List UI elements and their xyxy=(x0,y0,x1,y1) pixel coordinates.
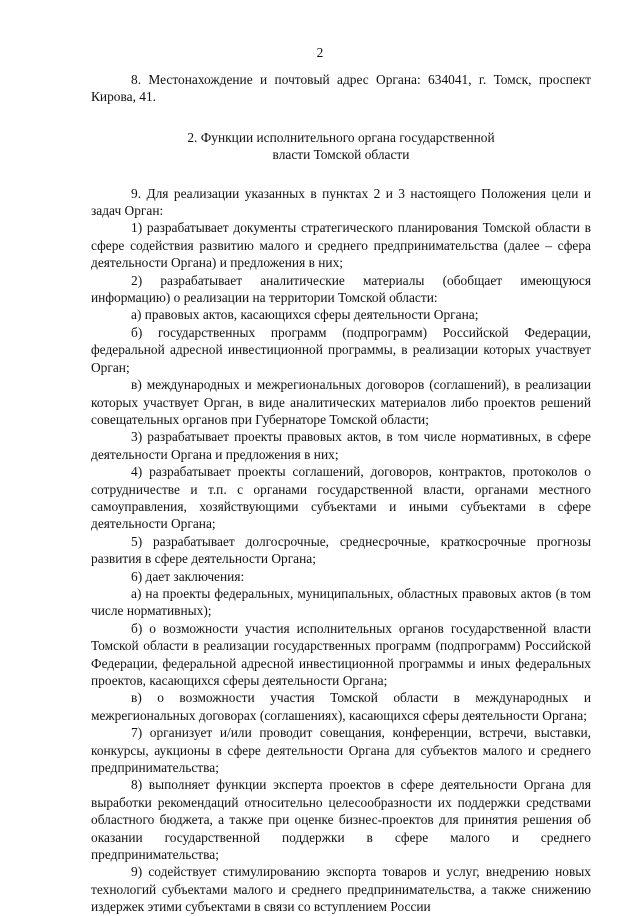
paragraph: 5) разрабатывает долгосрочные, среднесрочные, краткосрочные прогнозы развития в сфере деятельности Органа; xyxy=(91,533,591,567)
paragraph: а) правовых актов, касающихся сферы деятельности Органа; xyxy=(131,307,479,323)
paragraph: 2) разрабатывает аналитические материалы (обобщает имеющуюся информацию) о реализации на территории Томской области: xyxy=(91,272,591,306)
page-number: 2 xyxy=(316,45,324,60)
paragraph: б) государственных программ (подпрограмм) Российской Федерации, федеральной адресной инвестиционной программы, в реализации которых участвует Орган; xyxy=(91,324,591,375)
paragraph: 4) разрабатывает проекты соглашений, договоров, контрактов, протоколов о сотрудничестве и т.п. с органами государственной власти, органами местного самоуправления, хозяйствующими субъектами и иными субъектами в сфере деятельности Органа; xyxy=(91,464,591,532)
paragraph: а) на проекты федеральных, муниципальных, областных правовых актов (в том числе нормативных); xyxy=(91,585,591,619)
document-body xyxy=(91,71,591,916)
section-heading-line: 2. Функции исполнительного органа государственной xyxy=(187,129,495,145)
section-heading-line: власти Томской области xyxy=(272,147,410,163)
paragraph: 7) организует и/или проводит совещания, конференции, встречи, выставки, конкурсы, аукционы в сфере деятельности Органа для субъектов малого и среднего предпринимательства; xyxy=(91,725,591,776)
paragraph: 8. Местонахождение и почтовый адрес Органа: 634041, г. Томск, проспект Кирова, 41. xyxy=(91,72,591,105)
paragraph: 3) разрабатывает проекты правовых актов, в том числе нормативных, в сфере деятельности Органа и предложения в них; xyxy=(91,429,591,462)
paragraph: 8) выполняет функции эксперта проектов в сфере деятельности Органа для выработки рекомендаций относительно целесообразности их поддержки средствами областного бюджета, а также при оценке бизнес-проектов для принятия решения об оказании государственной поддержки в сфере малого и среднего предпринимательства; xyxy=(91,777,591,863)
paragraph: б) о возможности участия исполнительных органов государственной власти Томской области в реализации государственных программ (подпрограмм) Российской Федерации, федеральной адресной инвестиционной программы и иных федеральных проектов, касающихся сферы деятельности Органа; xyxy=(91,620,591,688)
section-heading xyxy=(91,129,591,164)
paragraph: в) о возможности участия Томской области в международных и межрегиональных договорах (соглашениях), касающихся сферы деятельности Органа; xyxy=(91,690,591,723)
paragraph: 9. Для реализации указанных в пунктах 2 и 3 настоящего Положения цели и задач Орган: xyxy=(91,185,591,219)
paragraph: в) международных и межрегиональных договоров (соглашений), в реализации которых участвует Орган, в виде аналитических материалов либо проектов решений совещательных органов при Губернаторе Томской области; xyxy=(91,377,591,427)
paragraph: 6) дает заключения: xyxy=(131,568,245,584)
paragraph: 9) содействует стимулированию экспорта товаров и услуг, внедрению новых технологий субъектами малого и среднего предпринимательства, а также снижению издержек этими субъектами в связи со вступлением России xyxy=(91,864,591,915)
paragraph: 1) разрабатывает документы стратегического планирования Томской области в сфере содействия развитию малого и среднего предпринимательства (далее – сфера деятельности Органа) и предложения в них; xyxy=(91,220,591,271)
